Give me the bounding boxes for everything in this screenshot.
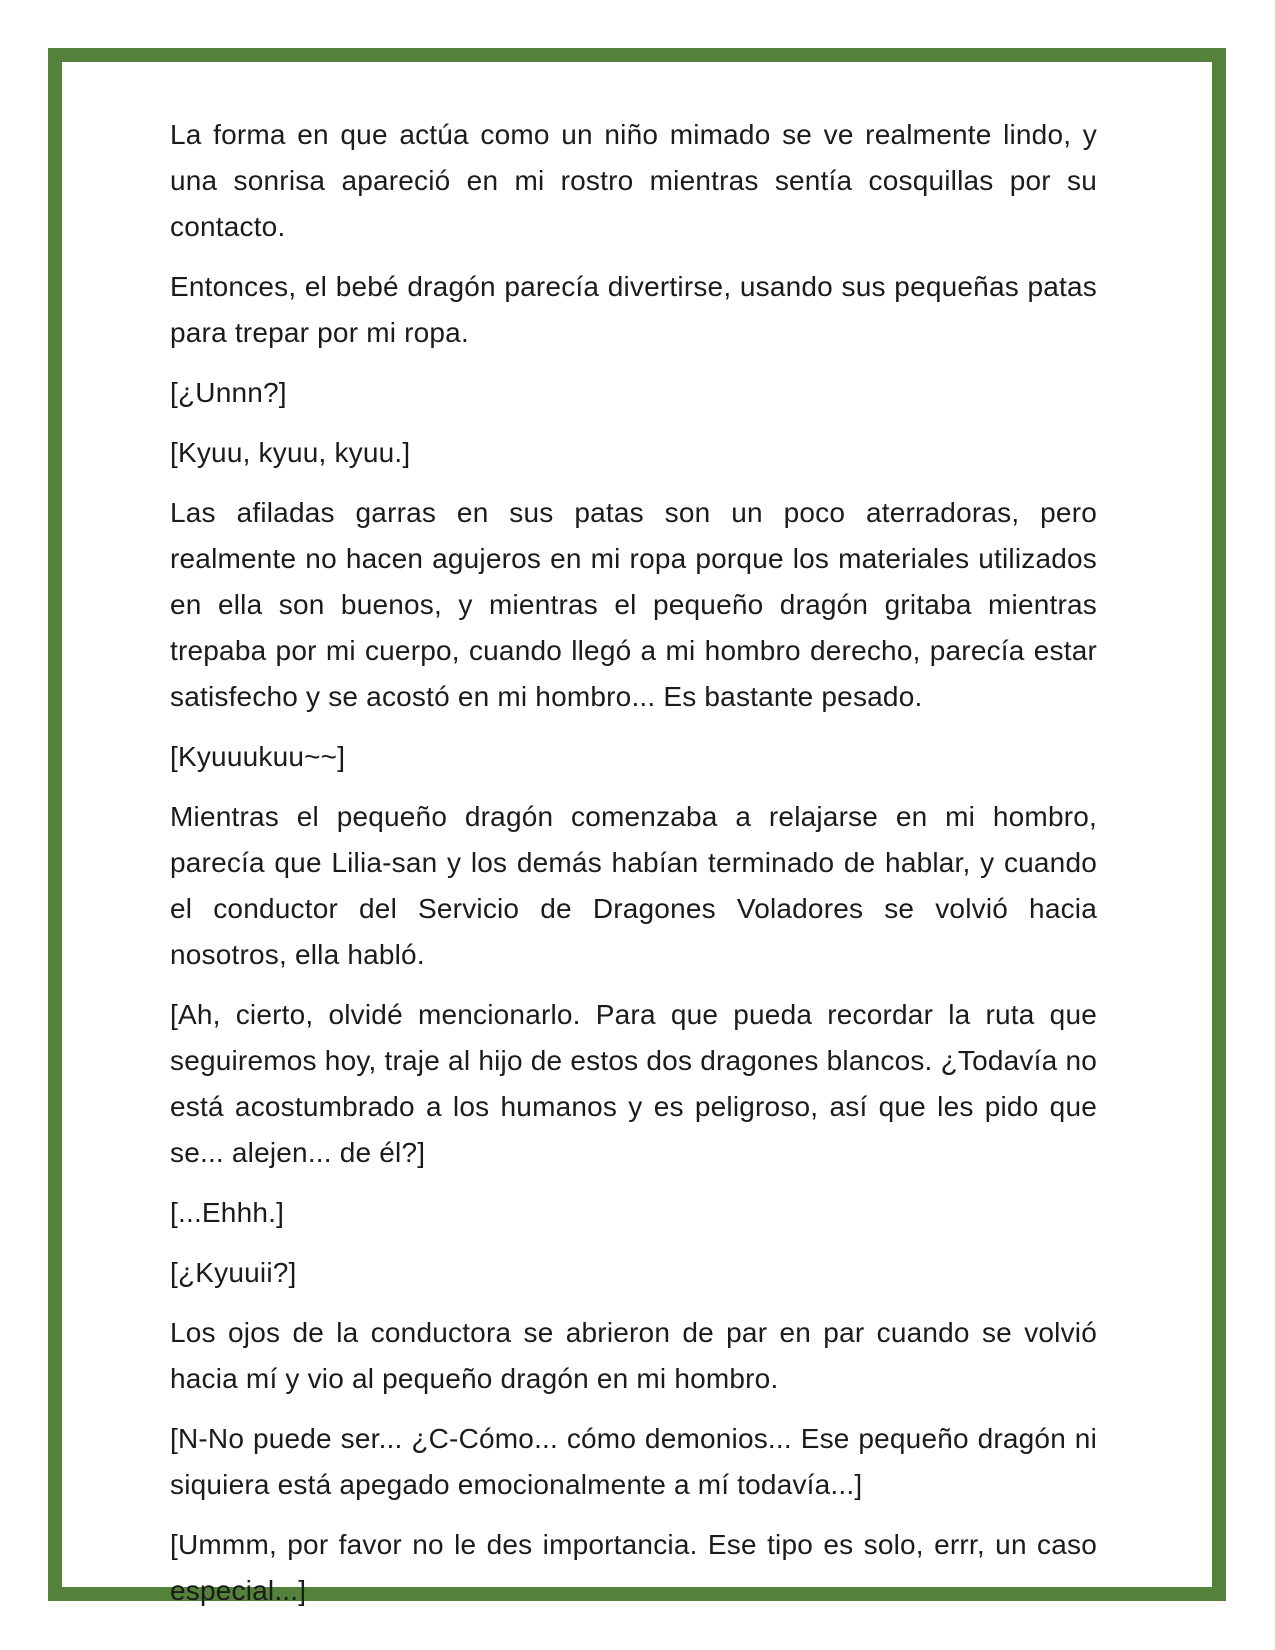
paragraph-dialogue: [...Ehhh.] xyxy=(170,1197,285,1228)
paragraph: Mientras el pequeño dragón comenzaba a relajarse en mi hombro, parecía que Lilia-san y los demás habían terminado de hablar, y cuando el conductor del Servicio de Dragones Voladores se volvió hacia nosotros, ella habló. xyxy=(170,801,1097,970)
paragraph: Los ojos de la conductora se abrieron de par en par cuando se volvió hacia mí y vio al pequeño dragón en mi hombro. xyxy=(170,1317,1097,1394)
paragraph-dialogue: [¿Kyuuii?] xyxy=(170,1257,297,1288)
paragraph: Las afiladas garras en sus patas son un poco aterradoras, pero realmente no hacen agujeros en mi ropa porque los materiales utilizados en ella son buenos, y mientras el pequeño dragón gritaba mientras trepaba por mi cuerpo, cuando llegó a mi hombro derecho, parecía estar satisfecho y se acostó en mi hombro... Es bastante pesado. xyxy=(170,497,1097,712)
paragraph-dialogue: [Ummm, por favor no le des importancia. Ese tipo es solo, errr, un caso especial...] xyxy=(170,1529,1097,1606)
document-body xyxy=(170,112,1097,1628)
paragraph-dialogue: [N-No puede ser... ¿C-Cómo... cómo demonios... Ese pequeño dragón ni siquiera está apegado emocionalmente a mí todavía...] xyxy=(170,1423,1097,1500)
paragraph-dialogue: [Ah, cierto, olvidé mencionarlo. Para que pueda recordar la ruta que seguiremos hoy, traje al hijo de estos dos dragones blancos. ¿Todavía no está acostumbrado a los humanos y es peligroso, así que les pido que se... alejen... de él?] xyxy=(170,999,1097,1168)
paragraph-dialogue: [¿Unnn?] xyxy=(170,377,287,408)
paragraph: La forma en que actúa como un niño mimado se ve realmente lindo, y una sonrisa apareció en mi rostro mientras sentía cosquillas por su contacto. xyxy=(170,119,1097,242)
paragraph-dialogue: [Kyuu, kyuu, kyuu.] xyxy=(170,437,411,468)
paragraph: Entonces, el bebé dragón parecía divertirse, usando sus pequeñas patas para trepar por mi ropa. xyxy=(170,271,1097,348)
paragraph-dialogue: [Kyuuukuu~~] xyxy=(170,741,346,772)
